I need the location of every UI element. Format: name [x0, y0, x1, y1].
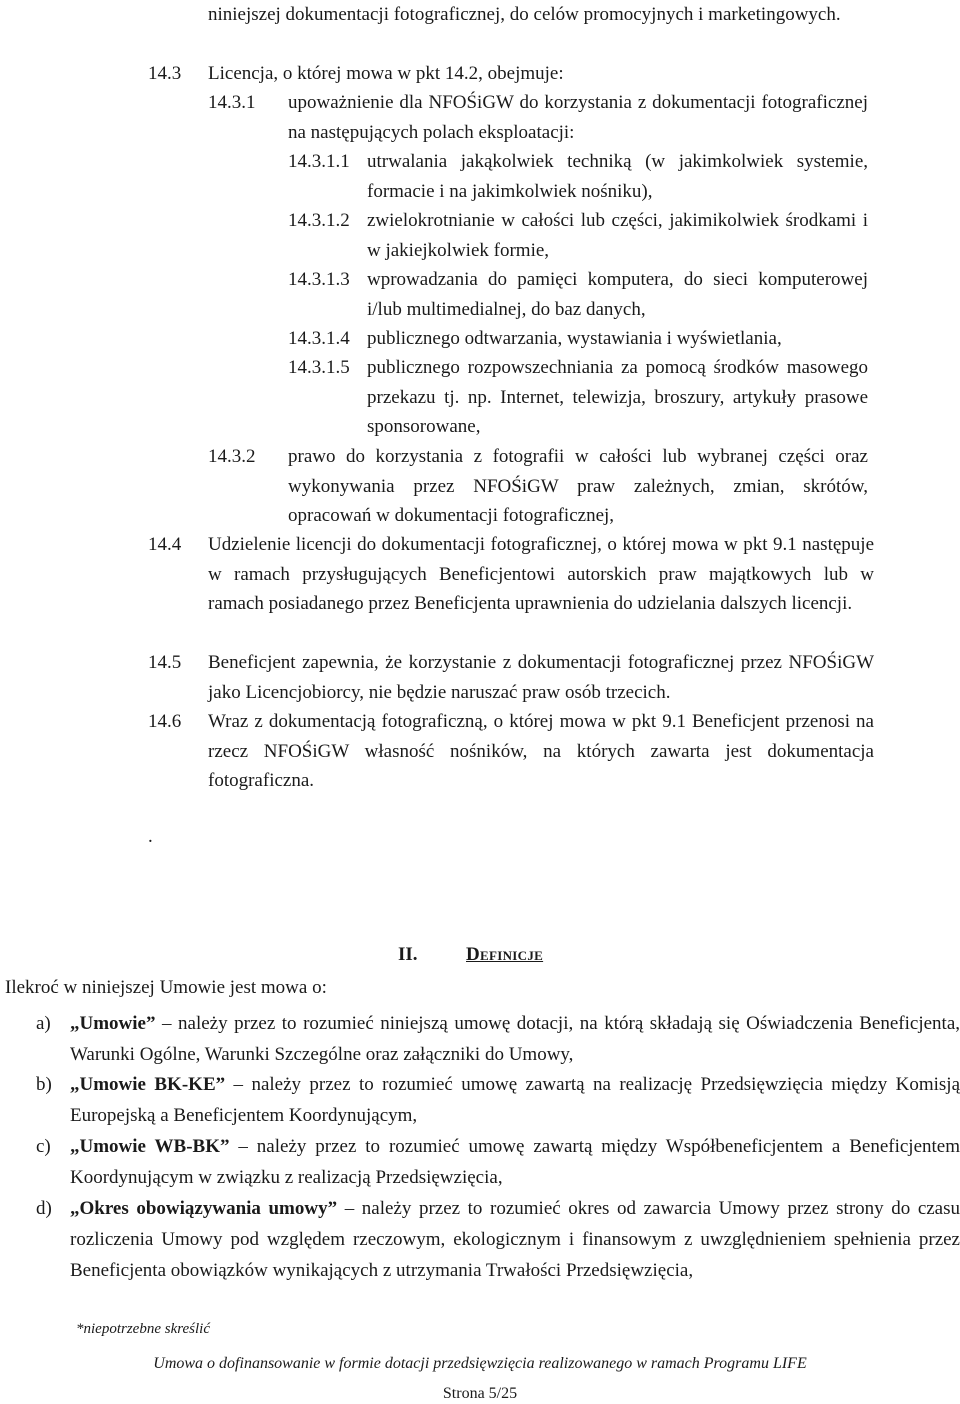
clause-number: 14.4 [148, 534, 182, 555]
definition-letter: d) [36, 1198, 52, 1219]
clause-text: Licencja, o której mowa w pkt 14.2, obejmuje: [208, 63, 564, 84]
definition-term: „Umowie WB-BK” [70, 1136, 230, 1157]
definition-body: „Umowie WB-BK” – należy przez to rozumieć umowę zawartą między Współbeneficjentem a Beneficjentem Koordynującym w związku z realizacją Przedsięwzięcia, [70, 1136, 960, 1188]
clause-text: publicznego odtwarzania, wystawiania i wyświetlania, [367, 328, 782, 349]
clause-text: utrwalania jakąkolwiek techniką (w jakimkolwiek systemie, formacie i na jakimkolwiek nośniku), [367, 151, 868, 202]
clause-number: 14.3.1.2 [288, 210, 350, 231]
clause-number: 14.6 [148, 711, 182, 732]
stray-dot: . [148, 826, 153, 847]
definition-letter: c) [36, 1136, 51, 1157]
clause-text: upoważnienie dla NFOŚiGW do korzystania z dokumentacji fotograficznej na następujących polach eksploatacji: [288, 92, 868, 143]
clause-number: 14.3.1.1 [288, 151, 350, 172]
definition-body: „Okres obowiązywania umowy” – należy przez to rozumieć okres od zawarcia Umowy przez strony do czasu rozliczenia Umowy pod względem rzeczowym, ekologicznym i finansowym z uwzględnieniem spełnienia przez Beneficjenta obowiązków wynikających z utrzymania Trwałości Przedsięwzięcia, [70, 1198, 960, 1281]
definition-text: należy przez to rozumieć okres od zawarcia Umowy przez strony do czasu rozliczenia Umowy pod względem rzeczowym, ekologicznym i finansowym z uwzględnieniem spełnienia przez Beneficjenta obowiązków wynikających z utrzymania Trwałości Przedsięwzięcia, [70, 1198, 960, 1281]
clause-text: Beneficjent zapewnia, że korzystanie z dokumentacji fotograficznej przez NFOŚiGW jako Licencjobiorcy, nie będzie naruszać praw osób trzecich. [208, 652, 874, 703]
paragraph-text: niniejszej dokumentacji fotograficznej, do celów promocyjnych i marketingowych. [208, 4, 841, 25]
clause-number: 14.3 [148, 63, 182, 84]
clause-number: 14.3.1.4 [288, 328, 350, 349]
clause-number: 14.3.1.5 [288, 357, 350, 378]
definition-letter: a) [36, 1013, 51, 1034]
definitions-intro: Ilekroć w niniejszej Umowie jest mowa o: [5, 977, 327, 998]
footnote: *niepotrzebne skreślić [76, 1321, 210, 1337]
definition-term: „Umowie BK-KE” [70, 1074, 226, 1095]
definition-text: należy przez to rozumieć umowę zawartą na realizację Przedsięwzięcia między Komisją Europejską a Beneficjentem Koordynującym, [70, 1074, 960, 1126]
section-number: II. [398, 944, 418, 965]
definition-letter: b) [36, 1074, 52, 1095]
clause-text: Wraz z dokumentacją fotograficzną, o której mowa w pkt 9.1 Beneficjent przenosi na rzecz NFOŚiGW własność nośników, na których zawarta jest dokumentacja fotograficzna. [208, 711, 874, 791]
clause-number: 14.5 [148, 652, 182, 673]
clause-text: zwielokrotnianie w całości lub części, jakimikolwiek środkami i w jakiejkolwiek formie, [367, 210, 868, 261]
footer-agreement-title: Umowa o dofinansowanie w formie dotacji przedsięwzięcia realizowanego w ramach Programu LIFE [153, 1355, 807, 1372]
clause-text: publicznego rozpowszechniania za pomocą środków masowego przekazu tj. np. Internet, telewizja, broszury, artykuły prasowe sponsorowane, [367, 357, 868, 437]
definition-term: „Okres obowiązywania umowy” [70, 1198, 338, 1219]
definition-body: „Umowie” – należy przez to rozumieć niniejszą umowę dotacji, na którą składają się Oświadczenia Beneficjenta, Warunki Ogólne, Warunki Szczególne oraz załączniki do Umowy, [70, 1013, 960, 1065]
definition-body: „Umowie BK-KE” – należy przez to rozumieć umowę zawartą na realizację Przedsięwzięcia między Komisją Europejską a Beneficjentem Koordynującym, [70, 1074, 960, 1126]
clause-text: Udzielenie licencji do dokumentacji fotograficznej, o której mowa w pkt 9.1 następuje w ramach przysługujących Beneficjentowi autorskich praw majątkowych lub w ramach posiadanego przez Beneficjenta uprawnienia do udzielania dalszych licencji. [208, 534, 874, 614]
definition-text: należy przez to rozumieć niniejszą umowę dotacji, na którą składają się Oświadczenia Beneficjenta, Warunki Ogólne, Warunki Szczególne oraz załączniki do Umowy, [70, 1013, 960, 1065]
definition-text: należy przez to rozumieć umowę zawartą między Współbeneficjentem a Beneficjentem Koordynującym w związku z realizacją Przedsięwzięcia, [70, 1136, 960, 1188]
section-title: Definicje [466, 944, 544, 965]
clause-number: 14.3.2 [208, 446, 256, 467]
page-number: Strona 5/25 [442, 1385, 518, 1402]
clause-number: 14.3.1 [208, 92, 256, 113]
clause-text: prawo do korzystania z fotografii w całości lub wybranej części oraz wykonywania przez NFOŚiGW praw zależnych, zmian, skrótów, opracowań w dokumentacji fotograficznej, [288, 446, 868, 526]
clause-text: wprowadzania do pamięci komputera, do sieci komputerowej i/lub multimedialnej, do baz danych, [367, 269, 868, 320]
definition-term: „Umowie” [70, 1013, 156, 1034]
clause-number: 14.3.1.3 [288, 269, 350, 290]
